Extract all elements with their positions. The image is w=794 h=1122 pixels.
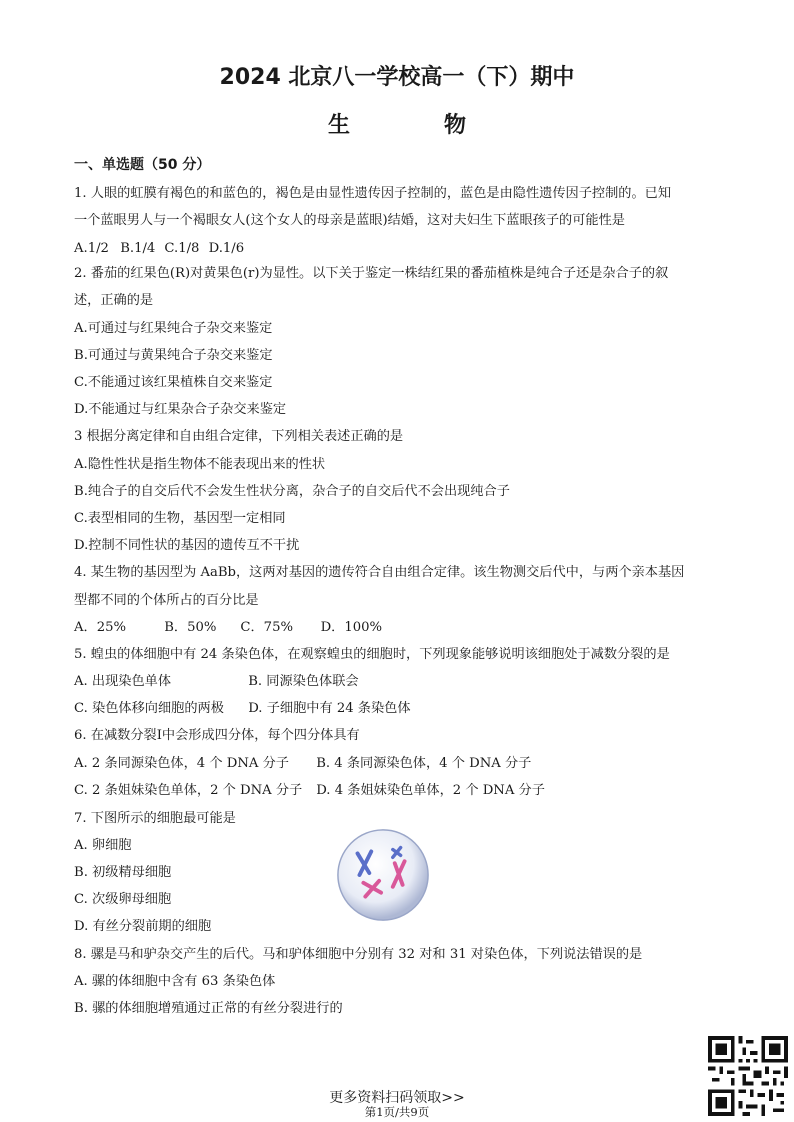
q1-stem-line1: 1. 人眼的虹膜有褐色的和蓝色的，褐色是由显性遗传因子控制的，蓝色是由隐性遗传因子控制的。已知 [74,186,672,201]
q3-option-d: D.控制不同性状的基因的遗传互不干扰 [74,538,300,553]
q7-stem: 7. 下图所示的细胞最可能是 [74,811,236,826]
q3-option-c: C.表型相同的生物，基因型一定相同 [74,511,286,526]
q7-option-d: D. 有丝分裂前期的细胞 [74,919,212,934]
q1-option-a: A.1/2 [74,241,109,256]
cell-membrane [338,830,428,920]
q3-option-a: A.隐性性状是指生物体不能表现出来的性状 [74,457,326,472]
q4-option-a: A．25% [74,620,127,635]
q2-option-a: A.可通过与红果纯合子杂交来鉴定 [74,321,273,336]
promo-text[interactable]: 更多资料扫码领取>> [329,1090,465,1106]
cell-diagram [334,826,432,924]
q2-option-c: C.不能通过该红果植株自交来鉴定 [74,375,273,390]
q1-option-d: D.1/6 [208,241,245,256]
q6-stem: 6. 在减数分裂Ⅰ中会形成四分体，每个四分体具有 [74,728,360,743]
q1-options [74,240,244,258]
page-number: 第1页/共9页 [364,1105,430,1119]
q5-option-d: D. 子细胞中有 24 条染色体 [248,701,411,716]
q5-option-b: B. 同源染色体联会 [248,674,359,689]
q5-stem: 5. 蝗虫的体细胞中有 24 条染色体，在观察蝗虫的细胞时，下列现象能够说明该细胞处于减数分裂的是 [74,647,670,662]
q6-option-d: D. 4 条姐妹染色单体，2 个 DNA 分子 [316,783,545,798]
q6-option-c: C. 2 条姐妹染色单体，2 个 DNA 分子 [74,783,303,798]
q8-option-b: B. 骡的体细胞增殖通过正常的有丝分裂进行的 [74,1001,343,1016]
document-title: 2024 北京八一学校高一（下）期中 [219,65,575,90]
q6-option-a: A. 2 条同源染色体，4 个 DNA 分子 [74,756,289,771]
q7-option-c: C. 次级卵母细胞 [74,892,172,907]
q5-options-row2 [74,700,411,718]
q8-option-a: A. 骡的体细胞中含有 63 条染色体 [74,974,276,989]
q5-option-c: C. 染色体移向细胞的两极 [74,701,224,716]
q4-option-d: D．100% [320,620,383,635]
q2-stem-line1: 2. 番茄的红果色(R)对黄果色(r)为显性。以下关于鉴定一株结红果的番茄植株是纯合子还是杂合子的叙 [74,266,669,281]
q6-options-row1 [74,755,531,773]
q3-option-b: B.纯合子的自交后代不会发生性状分离，杂合子的自交后代不会出现纯合子 [74,484,510,499]
q6-option-b: B. 4 条同源染色体，4 个 DNA 分子 [316,756,532,771]
q2-option-d: D.不能通过与红果杂合子杂交来鉴定 [74,402,287,417]
q1-option-b: B.1/4 [120,241,156,256]
q5-option-a: A. 出现染色单体 [74,674,172,689]
q4-option-b: B．50% [164,620,217,635]
q5-options-row1 [74,673,359,691]
q4-option-c: C．75% [240,620,293,635]
q1-stem-line2: 一个蓝眼男人与一个褐眼女人(这个女人的母亲是蓝眼)结婚，这对夫妇生下蓝眼孩子的可能性是 [74,213,625,228]
subject-title: 生 物 [327,113,502,138]
q4-options [74,619,382,637]
q8-stem: 8. 骡是马和驴杂交产生的后代。马和驴体细胞中分别有 32 对和 31 对染色体，下列说法错误的是 [74,947,643,962]
q7-option-a: A. 卵细胞 [74,838,132,853]
section-heading: 一、单选题（50 分） [74,157,211,173]
q6-options-row2 [74,782,545,800]
q2-stem-line2: 述，正确的是 [74,293,154,308]
q4-stem-line2: 型都不同的个体所占的百分比是 [74,593,259,608]
q2-option-b: B.可通过与黄果纯合子杂交来鉴定 [74,348,273,363]
q1-option-c: C.1/8 [164,241,200,256]
q7-option-b: B. 初级精母细胞 [74,865,172,880]
q4-stem-line1: 4. 某生物的基因型为 AaBb，这两对基因的遗传符合自由组合定律。该生物测交后代中，与两个亲本基因 [74,565,685,580]
q3-stem: 3 根据分离定律和自由组合定律，下列相关表述正确的是 [74,429,404,444]
